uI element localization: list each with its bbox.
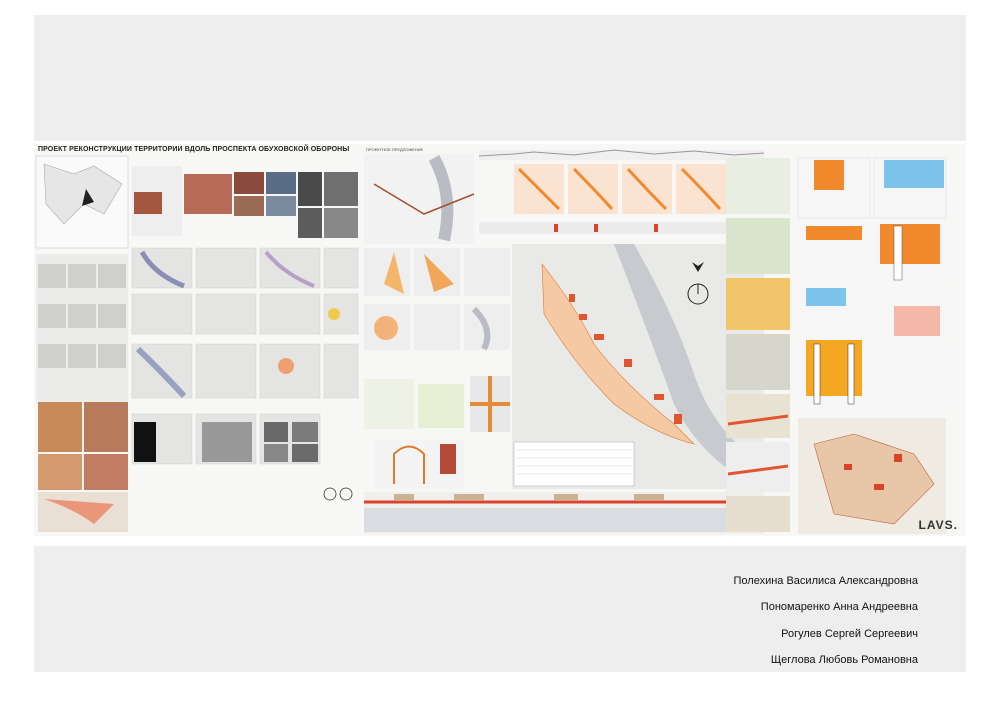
- poster-title: ПРОЕКТ РЕКОНСТРУКЦИИ ТЕРРИТОРИИ ВДОЛЬ ПРОСПЕКТА ОБУХОВСКОЙ ОБОРОНЫ: [38, 146, 350, 153]
- author-3: Рогулев Сергей Сергеевич: [781, 628, 918, 640]
- project-poster: [34, 144, 966, 536]
- section-label: ПРОЕКТНОЕ ПРЕДЛОЖЕНИЕ: [366, 147, 424, 152]
- top-blank-panel: [34, 15, 966, 141]
- lavs-logo: LAVS.: [918, 518, 958, 532]
- poster-graphics: [34, 144, 966, 536]
- authors-panel: [34, 546, 966, 672]
- author-1: Полехина Василиса Александровна: [733, 575, 918, 587]
- author-2: Пономаренко Анна Андреевна: [760, 601, 918, 613]
- author-4: Щеглова Любовь Романовна: [770, 654, 918, 666]
